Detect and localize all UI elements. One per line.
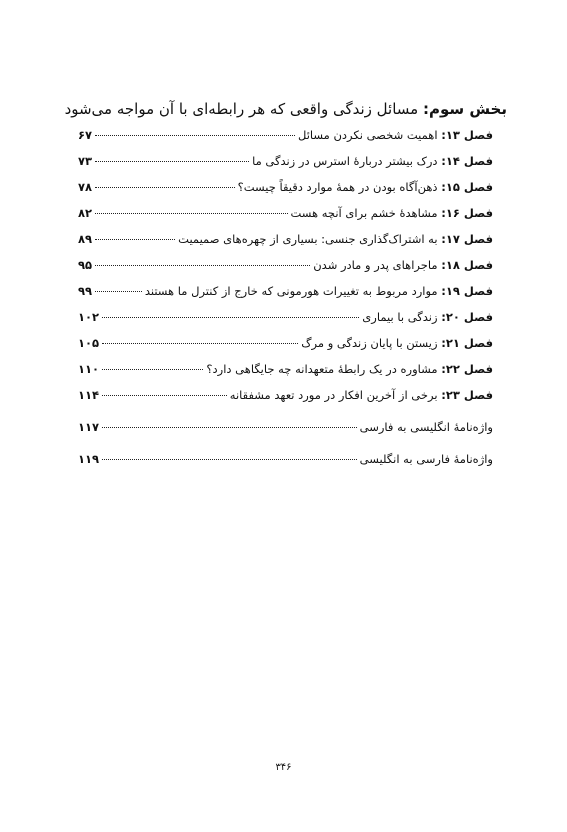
dot-leader	[95, 213, 287, 214]
chapter-number: فصل ۲۰:	[441, 310, 493, 324]
dot-leader	[102, 395, 227, 396]
chapter-number: فصل ۲۲:	[441, 362, 493, 376]
toc-entry-title	[301, 336, 493, 350]
toc-entry-title	[291, 206, 494, 220]
toc-entry-title	[298, 128, 493, 142]
dot-leader	[95, 187, 235, 188]
dot-leader	[95, 161, 249, 162]
page-number: ۸۹	[78, 232, 93, 246]
toc-entry-title: واژه‌نامهٔ انگلیسی به فارسی	[359, 420, 493, 434]
chapter-title: اهمیت شخصی نکردن مسائل	[297, 128, 442, 142]
toc-entry-21[interactable]	[78, 336, 493, 362]
page-number: ۹۵	[78, 258, 93, 272]
page-footer-number: ۳۴۶	[275, 762, 292, 773]
toc-entry-title	[313, 258, 493, 272]
toc-entry-22[interactable]	[78, 362, 493, 388]
toc-entry-title	[362, 310, 493, 324]
toc-entry-13[interactable]	[78, 128, 493, 154]
chapter-number: فصل ۱۶:	[441, 206, 493, 220]
page-number: ۱۱۹	[78, 452, 100, 466]
chapter-title: ذهن‌آگاه بودن در همهٔ موارد دقیقاً چیست؟	[237, 180, 442, 194]
chapter-number: فصل ۱۴:	[441, 154, 493, 168]
chapter-title: ماجراهای پدر و مادر شدن	[313, 258, 442, 272]
dot-leader	[95, 265, 310, 266]
page-number: ۱۰۲	[78, 310, 100, 324]
chapter-number: فصل ۲۱:	[441, 336, 493, 350]
dot-leader	[95, 239, 175, 240]
chapter-title: زندگی با بیماری	[362, 310, 442, 324]
chapter-number: فصل ۱۷:	[441, 232, 493, 246]
table-of-contents	[78, 128, 493, 478]
toc-entry-title	[206, 362, 493, 376]
chapter-number: فصل ۱۵:	[441, 180, 493, 194]
section-heading	[60, 98, 507, 120]
dot-leader	[102, 343, 298, 344]
toc-entry-18[interactable]	[78, 258, 493, 284]
chapter-title: موارد مربوط به تغییرات هورمونی که خارج از کنترل ما هستند	[144, 284, 442, 298]
page-number: ۱۰۵	[78, 336, 100, 350]
toc-entry-16[interactable]	[78, 206, 493, 232]
toc-entry-title	[230, 388, 493, 402]
page-number: ۸۲	[78, 206, 93, 220]
toc-entry-23[interactable]	[78, 388, 493, 414]
chapter-number: فصل ۲۳:	[441, 388, 493, 402]
page-number: ۹۹	[78, 284, 93, 298]
dot-leader	[95, 135, 295, 136]
toc-entry-17[interactable]	[78, 232, 493, 258]
section-label: بخش سوم:	[422, 100, 507, 118]
chapter-title: برخی از آخرین افکار در مورد تعهد مشفقانه	[229, 388, 442, 402]
chapter-number: فصل ۱۸:	[441, 258, 493, 272]
toc-entry-14[interactable]	[78, 154, 493, 180]
section-text: مسائل زندگی واقعی که هر رابطه‌ای با آن مواجه می‌شود	[64, 100, 423, 118]
toc-entry-20[interactable]	[78, 310, 493, 336]
page-number: ۶۷	[78, 128, 93, 142]
page-number: ۱۱۰	[78, 362, 100, 376]
dot-leader	[95, 291, 142, 292]
chapter-title: مشاهدهٔ خشم برای آنچه هست	[290, 206, 442, 220]
toc-entry-glossary-en-fa[interactable]	[78, 420, 493, 446]
page-number: ۱۱۴	[78, 388, 100, 402]
dot-leader	[102, 459, 357, 460]
dot-leader	[102, 427, 357, 428]
toc-entry-title	[252, 154, 493, 168]
chapter-number: فصل ۱۹:	[441, 284, 493, 298]
page-number: ۷۳	[78, 154, 93, 168]
toc-entry-glossary-fa-en[interactable]	[78, 452, 493, 478]
toc-entry-15[interactable]	[78, 180, 493, 206]
toc-entry-19[interactable]	[78, 284, 493, 310]
toc-entry-title	[178, 232, 493, 246]
dot-leader	[102, 369, 203, 370]
dot-leader	[102, 317, 359, 318]
chapter-number: فصل ۱۳:	[441, 128, 493, 142]
toc-entry-title: واژه‌نامهٔ فارسی به انگلیسی	[359, 452, 493, 466]
chapter-title: مشاوره در یک رابطهٔ متعهدانه چه جایگاهی دارد؟	[206, 362, 442, 376]
chapter-title: درک بیشتر دربارهٔ استرس در زندگی ما	[252, 154, 442, 168]
chapter-title: به اشتراک‌گذاری جنسی: بسیاری از چهره‌های صمیمیت	[178, 232, 442, 246]
toc-entry-title	[238, 180, 493, 194]
page-number: ۷۸	[78, 180, 93, 194]
page-number: ۱۱۷	[78, 420, 100, 434]
toc-entry-title	[145, 284, 493, 298]
chapter-title: زیستن با پایان زندگی و مرگ	[301, 336, 442, 350]
